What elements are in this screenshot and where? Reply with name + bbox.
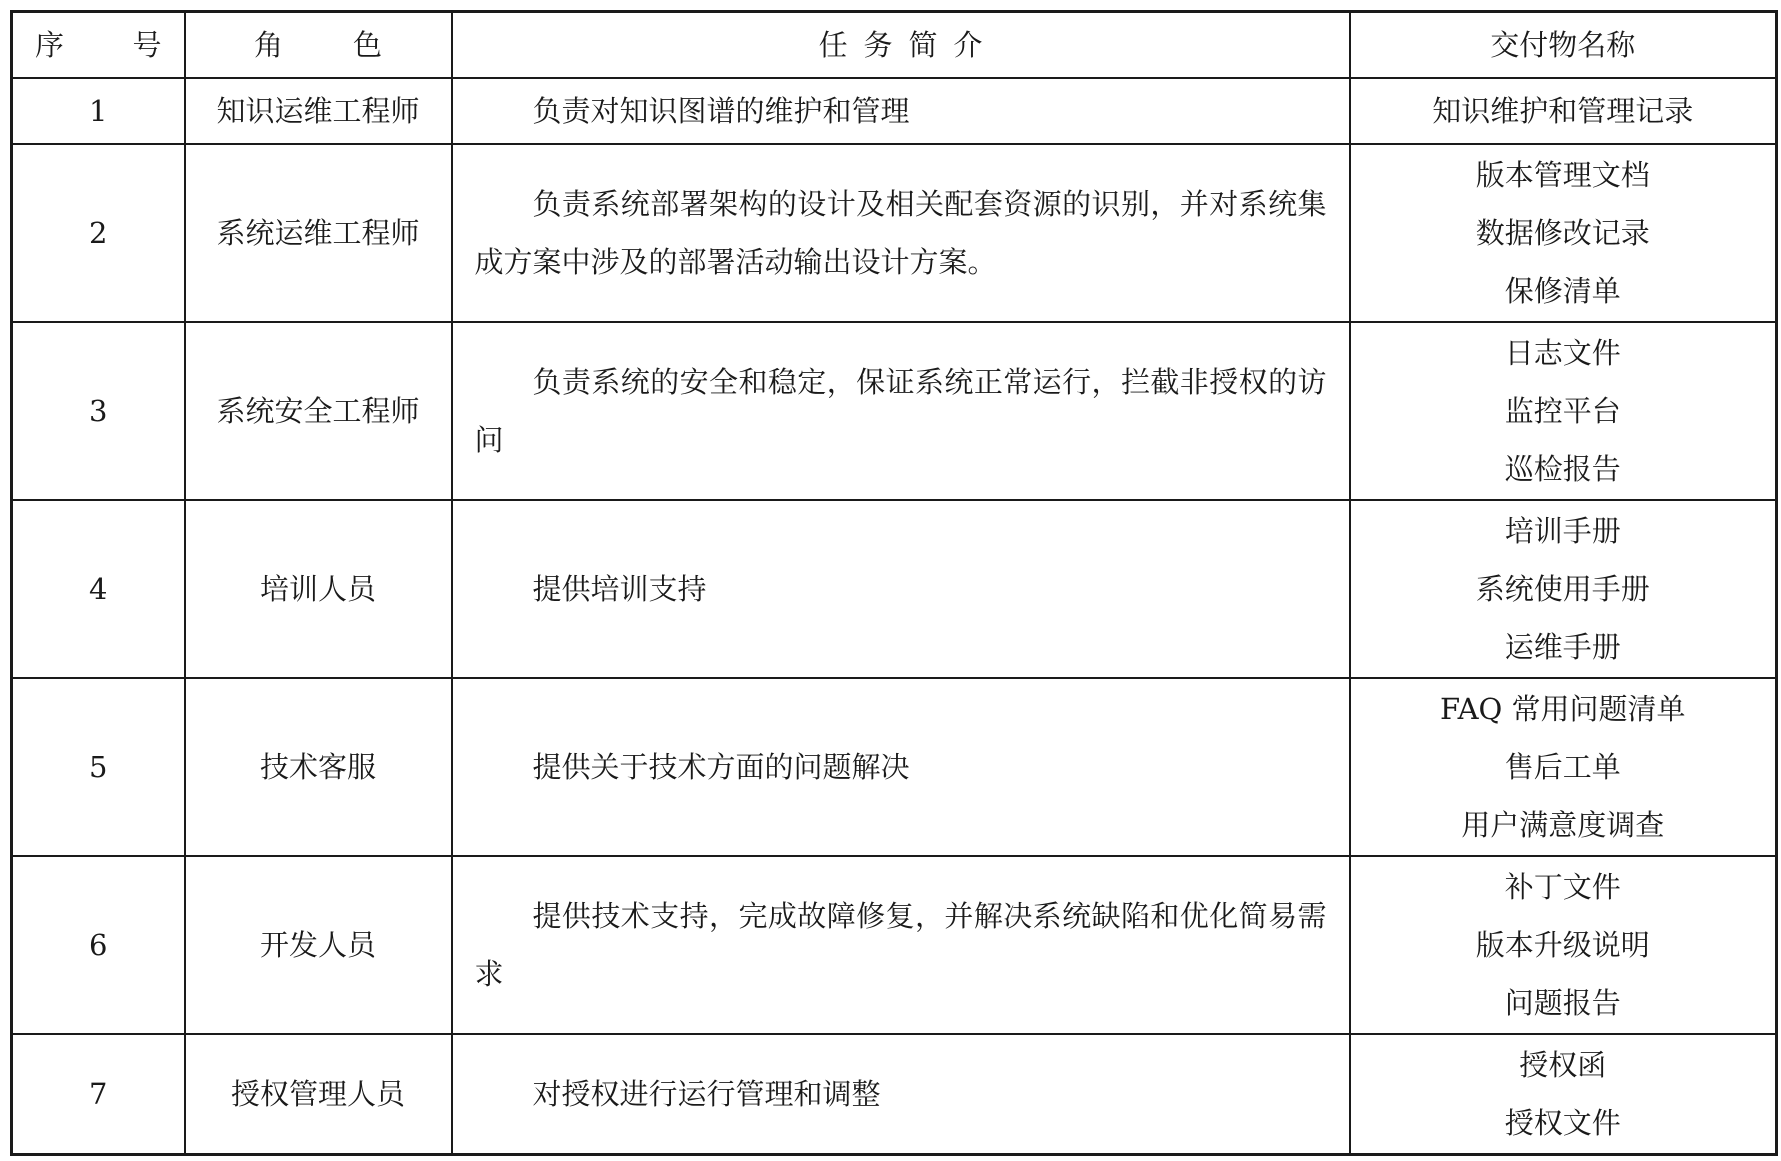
deliverable-item: 培训手册 [1504,514,1621,548]
deliverable-item: 日志文件 [1504,336,1621,370]
cell-seq: 1 [12,78,185,144]
cell-description [452,856,1350,1034]
header-seq-char-1: 序 [35,27,65,62]
cell-role: 培训人员 [185,500,452,678]
deliverable-item: 系统使用手册 [1475,572,1650,606]
cell-description [452,678,1350,856]
cell-seq: 3 [12,322,185,500]
cell-description [452,1034,1350,1155]
deliverable-item: 运维手册 [1504,630,1621,664]
table-row [12,678,1777,856]
cell-deliverables [1350,322,1777,500]
deliverable-item: 授权函 [1519,1048,1607,1082]
table-row [12,322,1777,500]
description-text: 负责系统部署架构的设计及相关配套资源的识别，并对系统集成方案中涉及的部署活动输出设计方案。 [474,187,1327,279]
cell-seq: 4 [12,500,185,678]
table-row [12,1034,1777,1155]
cell-deliverables [1350,500,1777,678]
table-row [12,856,1777,1034]
roles-table-container [10,10,1775,1153]
cell-seq: 5 [12,678,185,856]
cell-role: 系统运维工程师 [185,144,452,322]
deliverable-item: 巡检报告 [1504,452,1621,486]
header-seq [12,12,185,79]
description-text: 提供培训支持 [532,572,707,606]
deliverable-item: 补丁文件 [1504,870,1621,904]
description-text: 对授权进行运行管理和调整 [532,1077,881,1111]
cell-deliverables [1350,78,1777,144]
deliverable-item: 授权文件 [1504,1106,1621,1140]
cell-deliverables [1350,856,1777,1034]
cell-description [452,144,1350,322]
cell-description [452,322,1350,500]
deliverable-item: 用户满意度调查 [1461,808,1665,842]
deliverable-item: 版本升级说明 [1475,928,1650,962]
cell-description [452,500,1350,678]
table-header-row [12,12,1777,79]
description-text: 提供关于技术方面的问题解决 [532,750,910,784]
description-text: 提供技术支持，完成故障修复，并解决系统缺陷和优化简易需求 [474,899,1327,991]
deliverable-item: 知识维护和管理记录 [1432,94,1694,128]
cell-deliverables [1350,144,1777,322]
header-role-char-2: 色 [353,27,383,62]
cell-role: 系统安全工程师 [185,322,452,500]
table-row [12,144,1777,322]
cell-role: 开发人员 [185,856,452,1034]
cell-description [452,78,1350,144]
description-text: 负责系统的安全和稳定，保证系统正常运行，拦截非授权的访问 [474,365,1327,457]
header-deliverables [1350,12,1777,79]
header-role-char-1: 角 [253,27,283,62]
cell-seq: 6 [12,856,185,1034]
cell-deliverables [1350,1034,1777,1155]
deliverable-item: FAQ 常用问题清单 [1439,692,1686,726]
deliverable-item: 监控平台 [1504,394,1621,428]
description-text: 负责对知识图谱的维护和管理 [532,94,910,128]
header-description-label: 任务简介 [818,27,999,62]
deliverable-item: 售后工单 [1504,750,1621,784]
table-row [12,500,1777,678]
cell-seq: 2 [12,144,185,322]
header-description [452,12,1350,79]
cell-role: 授权管理人员 [185,1034,452,1155]
header-role [185,12,452,79]
cell-role: 知识运维工程师 [185,78,452,144]
deliverable-item: 保修清单 [1504,274,1621,308]
cell-deliverables [1350,678,1777,856]
table-row [12,78,1777,144]
cell-role: 技术客服 [185,678,452,856]
header-seq-char-2: 号 [132,27,162,62]
roles-table [10,10,1778,1156]
deliverable-item: 数据修改记录 [1475,216,1650,250]
header-deliverables-label: 交付物名称 [1490,27,1636,62]
cell-seq: 7 [12,1034,185,1155]
deliverable-item: 版本管理文档 [1475,158,1650,192]
deliverable-item: 问题报告 [1504,986,1621,1020]
